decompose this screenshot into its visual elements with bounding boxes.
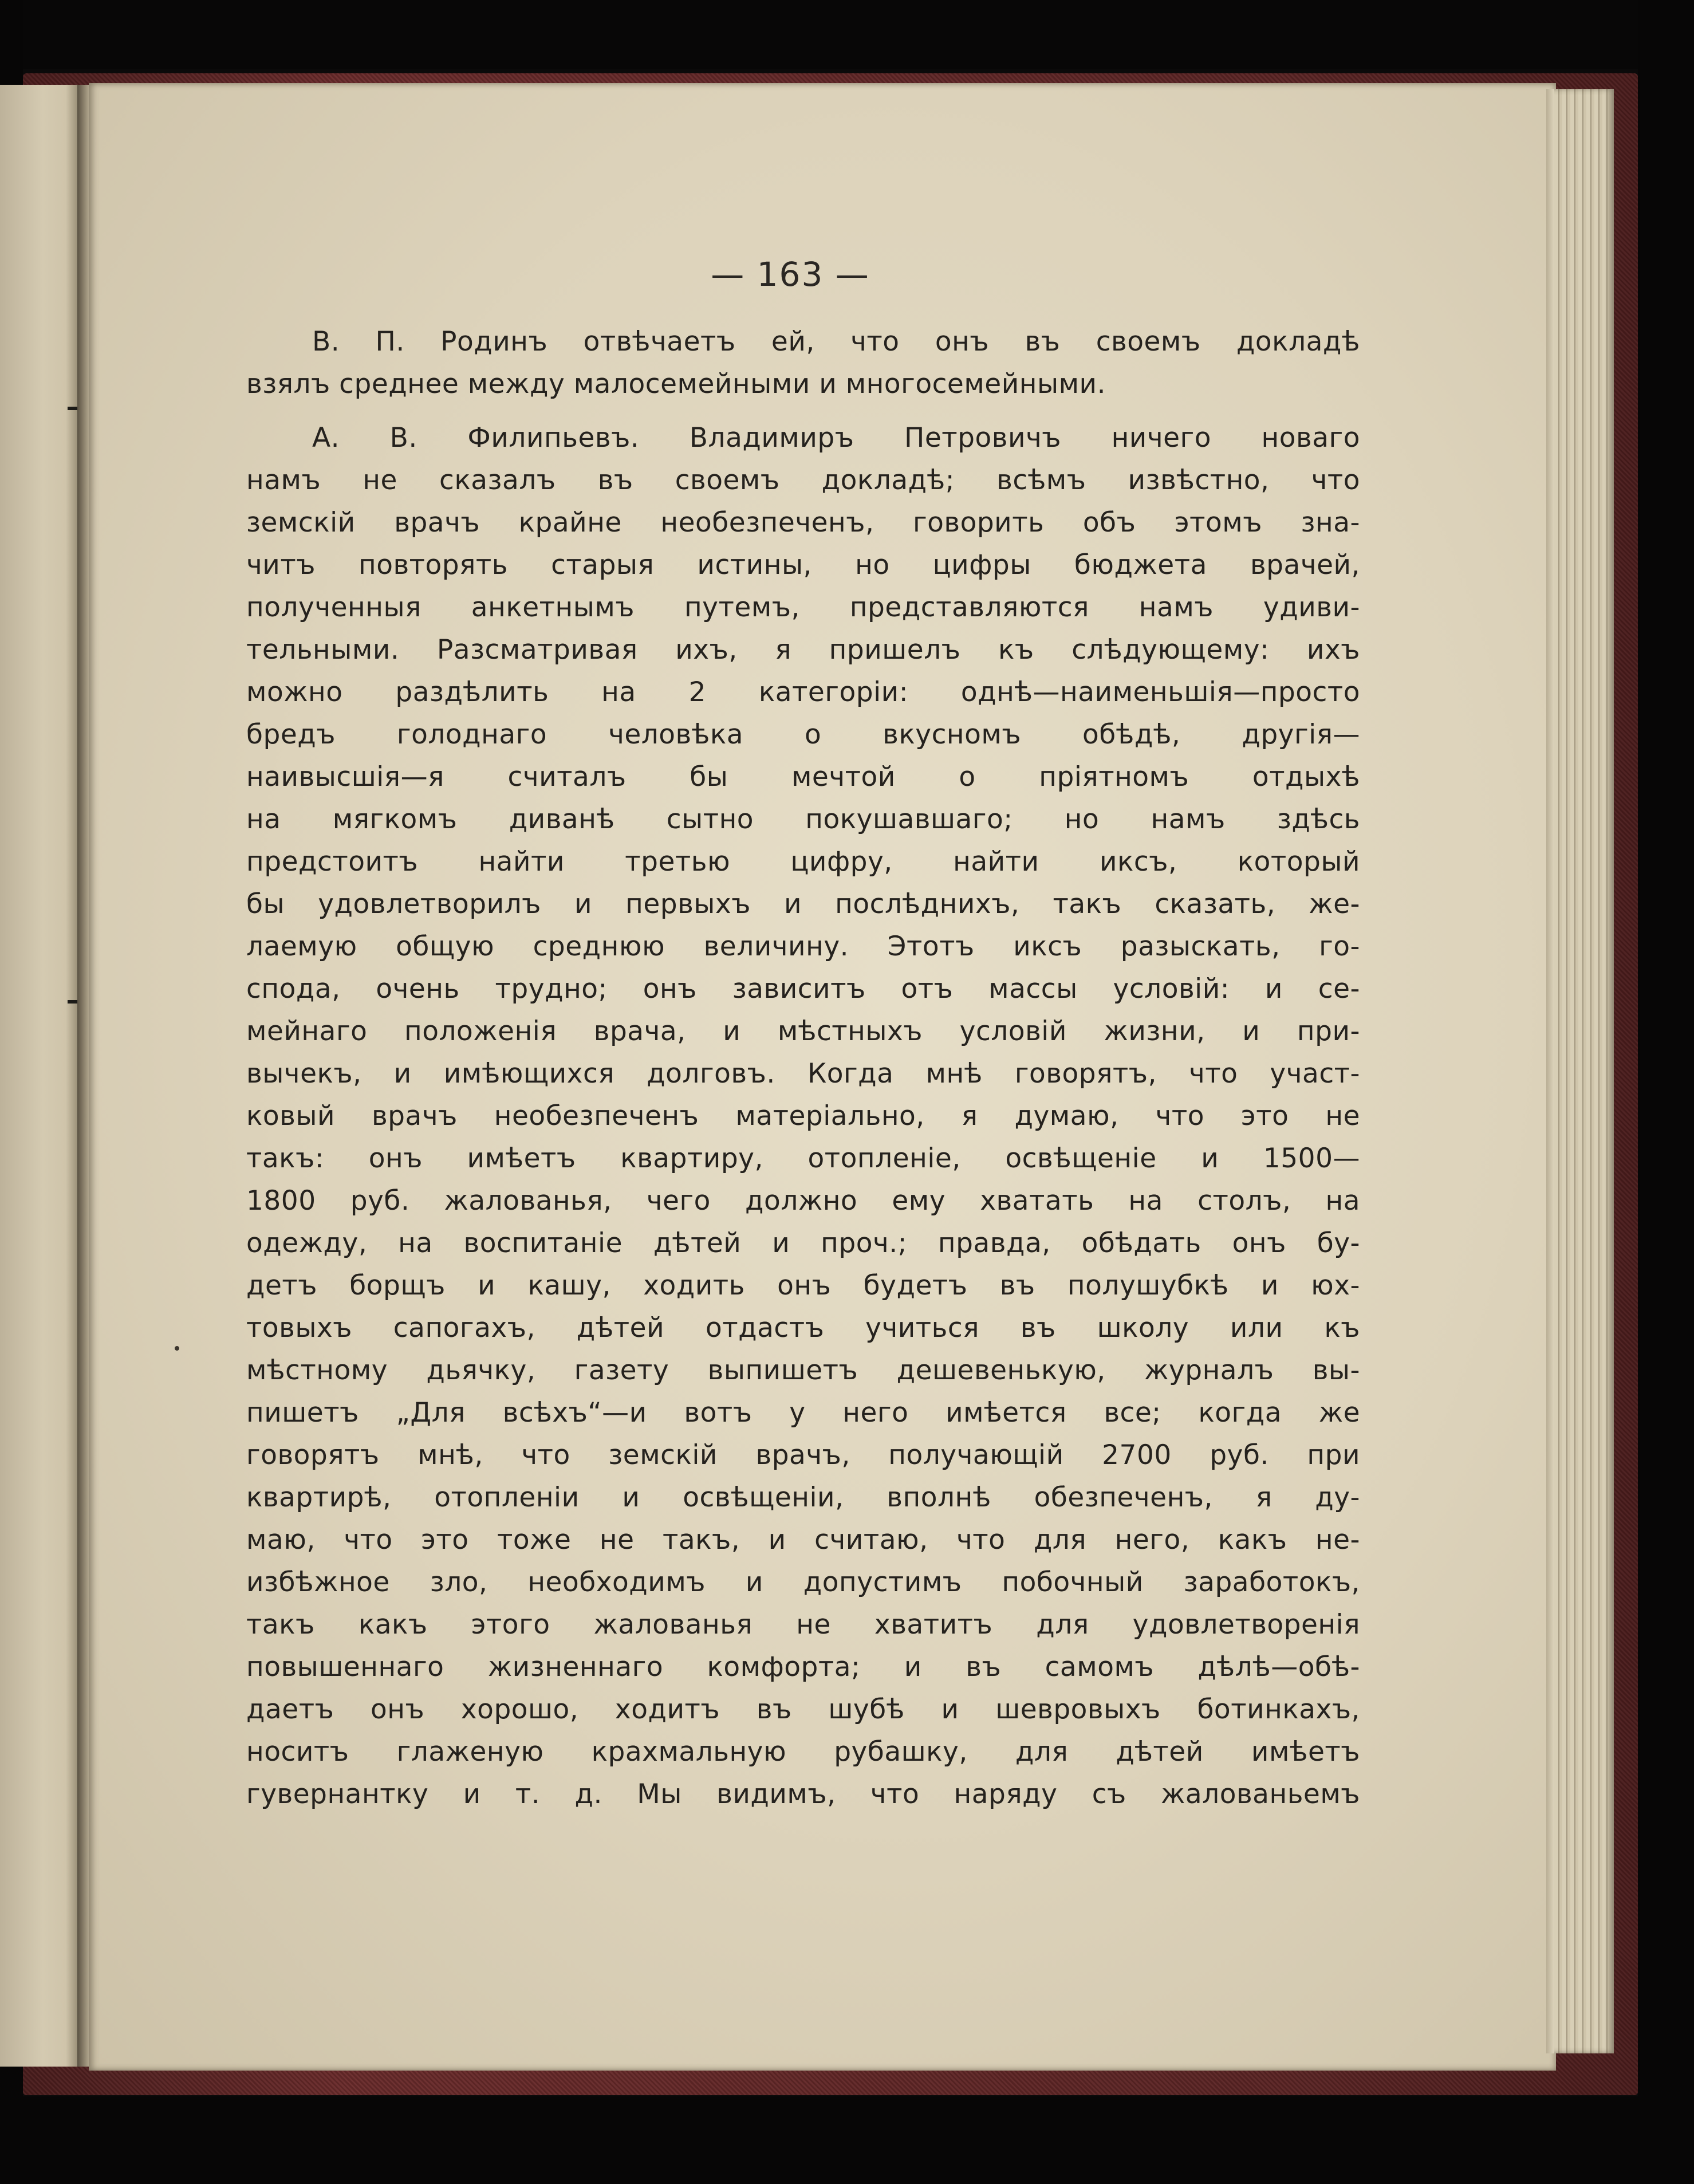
text-line: взялъ среднее между малосемейными и многосемейными. [246, 368, 1106, 400]
text-line: бредъ голоднаго человѣка о вкусномъ обѣдѣ, другія— [246, 719, 1360, 750]
text-line: В. П. Родинъ отвѣчаетъ ей, что онъ въ своемъ докладѣ [312, 326, 1360, 357]
text-line: мейнаго положенія врача, и мѣстныхъ условій жизни, и при- [246, 1016, 1360, 1047]
text-line: можно раздѣлить на 2 категоріи: однѣ—наименьшія—просто [246, 676, 1360, 708]
background-right [1638, 0, 1694, 2184]
text-line: повышеннаго жизненнаго комфорта; и въ самомъ дѣлѣ—обѣ- [246, 1651, 1360, 1683]
text-line: тельными. Разсматривая ихъ, я пришелъ къ слѣдующему: ихъ [246, 634, 1360, 666]
text-line: лаемую общую среднюю величину. Этотъ иксъ разыскать, го- [246, 931, 1360, 962]
text-line: на мягкомъ диванѣ сытно покушавшаго; но намъ здѣсь [246, 804, 1360, 835]
page-number: — 163 — [711, 255, 870, 294]
text-line: намъ не сказалъ въ своемъ докладѣ; всѣмъ извѣстно, что [246, 465, 1360, 496]
text-line: 1800 руб. жалованья, чего должно ему хватать на столъ, на [246, 1185, 1360, 1217]
print-mark [68, 1000, 78, 1004]
text-line: такъ: онъ имѣетъ квартиру, отопленіе, освѣщеніе и 1500— [246, 1143, 1360, 1174]
text-line: вычекъ, и имѣющихся долговъ. Когда мнѣ говорятъ, что участ- [246, 1058, 1360, 1089]
paper-speck [175, 1346, 179, 1351]
text-line: спода, очень трудно; онъ зависитъ отъ массы условій: и се- [246, 973, 1360, 1005]
text-line: мѣстному дьячку, газету выпишетъ дешевенькую, журналъ вы- [246, 1355, 1360, 1386]
text-line: товыхъ сапогахъ, дѣтей отдастъ учиться въ школу или къ [246, 1312, 1360, 1344]
text-line: детъ борщъ и кашу, ходить онъ будетъ въ полушубкѣ и юх- [246, 1270, 1360, 1301]
text-line: пишетъ „Для всѣхъ“—и вотъ у него имѣется все; когда же [246, 1397, 1360, 1429]
text-line: квартирѣ, отопленіи и освѣщеніи, вполнѣ обезпеченъ, я ду- [246, 1482, 1360, 1513]
text-line: А. В. Филипьевъ. Владимиръ Петровичъ ничего новаго [312, 422, 1360, 454]
text-line: даетъ онъ хорошо, ходитъ въ шубѣ и шевровыхъ ботинкахъ, [246, 1694, 1360, 1725]
text-line: полученныя анкетнымъ путемъ, представляются намъ удиви- [246, 592, 1360, 623]
text-line: предстоитъ найти третью цифру, найти иксъ, который [246, 846, 1360, 877]
text-line: избѣжное зло, необходимъ и допустимъ побочный заработокъ, [246, 1567, 1360, 1598]
print-mark [68, 407, 78, 410]
previous-page-edge [0, 85, 77, 2067]
text-line: бы удовлетворилъ и первыхъ и послѣднихъ, такъ сказать, же- [246, 888, 1360, 920]
text-line: одежду, на воспитаніе дѣтей и проч.; правда, обѣдать онъ бу- [246, 1227, 1360, 1259]
text-line: гувернантку и т. д. Мы видимъ, что наряду съ жалованьемъ [246, 1778, 1360, 1810]
background-top [0, 0, 1694, 69]
text-line: земскій врачъ крайне необезпеченъ, говорить объ этомъ зна- [246, 507, 1360, 538]
text-line: носитъ глаженую крахмальную рубашку, для дѣтей имѣетъ [246, 1736, 1360, 1768]
page-text [246, 321, 1360, 1816]
text-line: ковый врачъ необезпеченъ матеріально, я думаю, что это не [246, 1100, 1360, 1132]
text-line: маю, что это тоже не такъ, и считаю, что для него, какъ не- [246, 1524, 1360, 1556]
page-stack-edges [1546, 89, 1614, 2053]
text-line: говорятъ мнѣ, что земскій врачъ, получающій 2700 руб. при [246, 1439, 1360, 1471]
background-bottom [0, 2096, 1694, 2184]
paragraph [246, 417, 1360, 1816]
text-line: читъ повторять старыя истины, но цифры бюджета врачей, [246, 549, 1360, 581]
text-line: такъ какъ этого жалованья не хватитъ для удовлетворенія [246, 1609, 1360, 1640]
paragraph [246, 321, 1360, 406]
text-line: наивысшія—я считалъ бы мечтой о пріятномъ отдыхѣ [246, 761, 1360, 793]
